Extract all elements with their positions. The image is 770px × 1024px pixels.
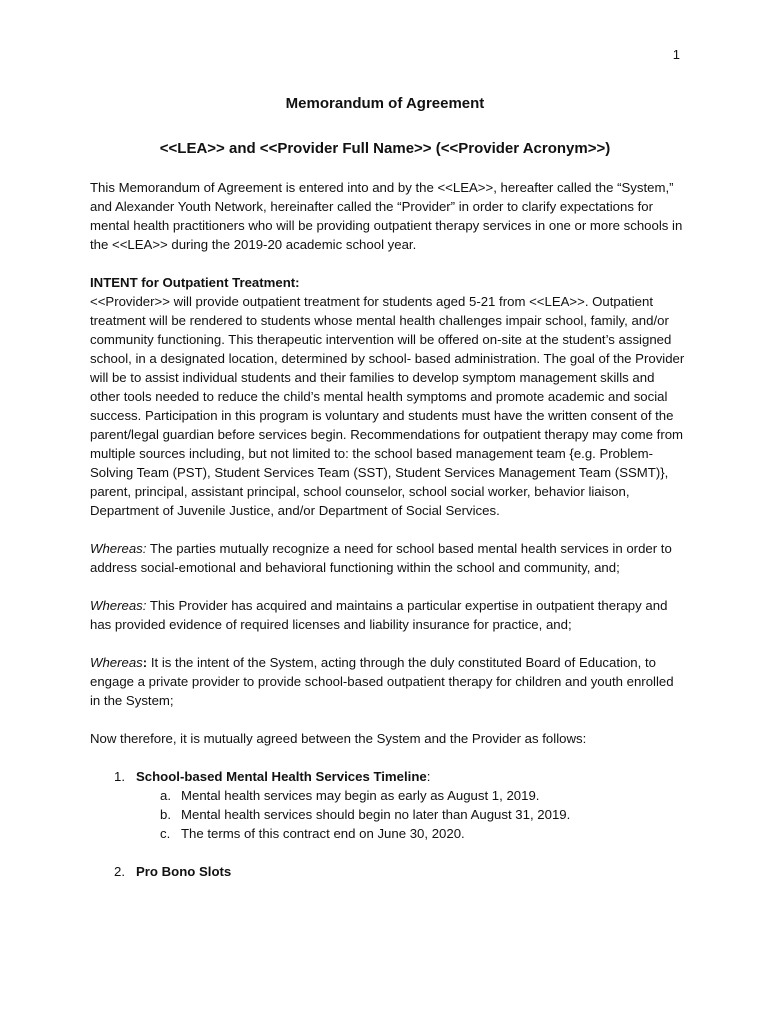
whereas-text: This Provider has acquired and maintains a particular expertise in outpatient therapy and has provided evidence of required licenses and liability insurance for practice, and; bbox=[90, 598, 668, 632]
whereas-paragraph bbox=[90, 539, 685, 577]
intent-heading: INTENT for Outpatient Treatment: bbox=[90, 275, 300, 290]
page-number: 1 bbox=[672, 47, 680, 62]
whereas-label: Whereas bbox=[90, 655, 143, 670]
intent-section bbox=[90, 273, 685, 520]
subitem bbox=[136, 805, 685, 824]
subitem-letter: c. bbox=[160, 826, 171, 841]
subitem-text: Mental health services should begin no later than August 31, 2019. bbox=[181, 807, 571, 822]
document-title: Memorandum of Agreement bbox=[285, 95, 485, 112]
now-therefore-paragraph: Now therefore, it is mutually agreed between the System and the Provider as follows: bbox=[90, 731, 587, 746]
subitem-letter: a. bbox=[160, 788, 171, 803]
section-title: Pro Bono Slots bbox=[136, 864, 232, 879]
subitem-letter: b. bbox=[160, 807, 171, 822]
whereas-paragraph bbox=[90, 596, 685, 634]
subitem bbox=[136, 786, 685, 805]
document-body bbox=[90, 178, 685, 900]
intro-paragraph: This Memorandum of Agreement is entered into and by the <<LEA>>, hereafter called the “System,” and Alexander Youth Network, hereinafter called the “Provider” in order to clarify expectations for mental health practitioners who will be providing outpatient therapy services in one or more schools in the <<LEA>> during the 2019-20 academic school year. bbox=[90, 180, 683, 252]
whereas-label: Whereas: bbox=[90, 541, 147, 556]
intent-text: <<Provider>> will provide outpatient treatment for students aged 5-21 from <<LEA>>. Outpatient treatment will be rendered to students whose mental health challenges impair school, family, and/or community functioning. This therapeutic intervention will be offered on-site at the student’s assigned school, in a designated location, determined by school- based administration. The goal of the Provider will be to assist individual students and their families to develop symptom management skills and other tools needed to reduce the child’s mental health symptoms and promote academic and social success. Participation in this program is voluntary and students must have the written consent of the parent/legal guardian before services begin. Recommendations for outpatient therapy may come from multiple sources including, but not limited to: the school based management team {e.g. Problem-Solving Team (PST), Student Services Team (SST), Student Services Management Team (SSMT)}, parent, principal, assistant principal, school counselor, school social worker, behavior liaison, Department of Juvenile Justice, and/or Department of Social Services. bbox=[90, 294, 685, 518]
section-number: 1. bbox=[114, 769, 125, 784]
section-title: School-based Mental Health Services Timeline bbox=[136, 769, 427, 784]
document-subtitle: <<LEA>> and <<Provider Full Name>> (<<Provider Acronym>>) bbox=[159, 140, 611, 157]
subitem bbox=[136, 824, 685, 843]
whereas-colon: : bbox=[142, 655, 148, 670]
section-item bbox=[90, 862, 685, 881]
section-title-suffix: : bbox=[426, 769, 431, 784]
section-number: 2. bbox=[114, 864, 125, 879]
subitem-text: Mental health services may begin as early as August 1, 2019. bbox=[181, 788, 540, 803]
section-subitems bbox=[136, 786, 685, 843]
whereas-text: It is the intent of the System, acting through the duly constituted Board of Education, to engage a private provider to provide school-based outpatient therapy for children and youth enrolled in the System; bbox=[90, 655, 674, 708]
whereas-paragraph bbox=[90, 653, 685, 710]
section-item bbox=[90, 767, 685, 843]
whereas-label: Whereas: bbox=[90, 598, 147, 613]
agreement-sections bbox=[90, 767, 685, 881]
whereas-text: The parties mutually recognize a need for school based mental health services in order to address social-emotional and behavioral functioning within the school and community, and; bbox=[90, 541, 672, 575]
subitem-text: The terms of this contract end on June 30, 2020. bbox=[181, 826, 465, 841]
